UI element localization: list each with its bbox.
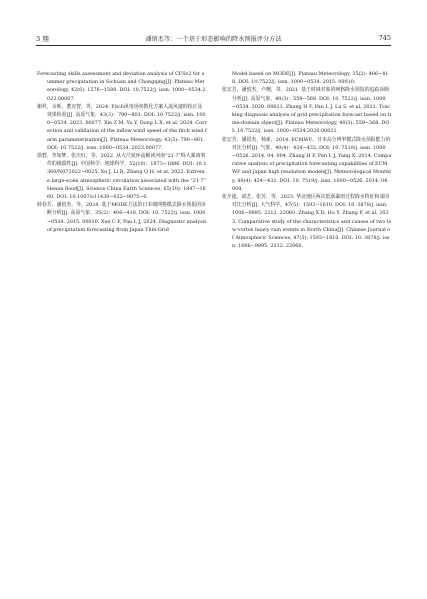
header-rule [36, 45, 391, 46]
reference-entry: 徐碧，李如梦，张庆红，等，2022. 从大尺度环流解读河南“21·7”特大暴雨事件的极端性[J]. 中国科学：地球科学，52(10)：1873−1886. DOI: 10.1360/N072022−0025. Xu J, Li R, Zhang Q H, et al, 2022. Extreme large-scale atmospheric circulation associated with the “21·7” Henan flood[J]. Science China Earth Sciences, 65(10): 1847−1860. DOI: 10.1007/s11430−022−9975−0. [37, 153, 207, 201]
issue-number: 3 期 [36, 35, 49, 43]
references-right-column [222, 70, 392, 250]
references-left-column [37, 70, 207, 234]
reference-entry: 张宏芳，潘留杰，杨新，2014. ECMWF、日本高分辨率模式降水预报能力的对比分析[J]. 气象，40(4)：424−432. DOI: 10. 7519/j. issn. 1000−0526. 2014. 04. 004. Zhang H F, Pan L J, Yang X, 2014. Comparative analysis of precipitation forecasting capabilities of ECMWF and Japan high resolution models[J]. Meteorological Monthly, 40(4): 424−432. DOI: 10. 7519/j. issn. 1000−0526. 2014. 04. 004. [222, 136, 392, 192]
reference-entry: 谢祥，余晖，董克智，等，2024. Fitch风电场参数化方案入流风速的校正及效果检验[J]. 高原气象，43(3)：790−801. DOI: 10.7522/j. issn. 1000−0534. 2023. 00077. Xie Z M, Yu Y, Dong L X, et al, 2024. Correction and validation of the inflow wind speed of the fitch wind farm parameterization[J]. Plateau Meteorology, 43(3): 790−801. DOI: 10.7522/j. issn. 1000−0534. 2023.00077. [37, 103, 207, 151]
reference-entry: 张宏芳，潘留杰，卢珊，等，2021. 基于时域对象的网格降水预报的追踪诊断分析[J]. 高原气象，40(3)：559−568. DOI: 10. 7522/j. issn. 1000−0534. 2020. 00021. Zhang H F, Pan L J, Lu S, et al, 2021. Tracking diagnosis analysis of grid precipitation forecast based on time-domain object[J]. Plateau Meteorology, 40(3): 559−568. DOI: 10.7522/j. issn. 1000−0534.2020.00021. [222, 87, 392, 135]
running-title: 潘留杰等：一个基于形态影响的降水预报评分方法 [145, 36, 282, 43]
reference-entry: 张夕迪，胡艺，张芳，等，2023. 华北地区两次低涡暴雨过程降水特征和成因对比分析[J]. 大气科学，47(5)：1593−1610. DOI: 10. 3878/j. issn. 1006−9895. 2212. 22060. Zhang X D, Hu Y, Zhang F, et al, 2023. Comparative study of the characteristics and causes of two low-vortex heavy rain events in North China[J]. Chinese Journal of Atmospheric Sciences, 47(5): 1593−1610. DOI: 10. 3878/j. issn. 1006−9895. 2212. 22060. [222, 194, 392, 250]
reference-entry: Model based on MODE[J]. Plateau Meteorology, 35(2): 406−418. DOI: 10.7522/j. issn. 1000−0534. 2015. 00010. [232, 71, 389, 86]
reference-entry: Forecasting skills assessment and deviation analysis of CFSv2 for summer precipitation in Sichuan and Chongqing[J]. Plateau Meteorology, 42(6): 1576−1588. DOI: 10.7522/j. issn. 1000−0534.2023.00007. [37, 71, 206, 102]
reference-entry: 薛春芳，潘留杰，等，2024. 基于MODE方法的日本细网格模式降水预报的诊断分析[J]. 高原气象，35(2)：406−418. DOI: 10. 7522/j. issn. 1000−0534. 2015. 00010. Xue C F, Pan L J, 2024. Diagnostic analysis of precipitation forecasting from Japan Thin-Grid [37, 202, 207, 233]
running-header [36, 34, 391, 45]
page-number: 745 [378, 34, 391, 42]
